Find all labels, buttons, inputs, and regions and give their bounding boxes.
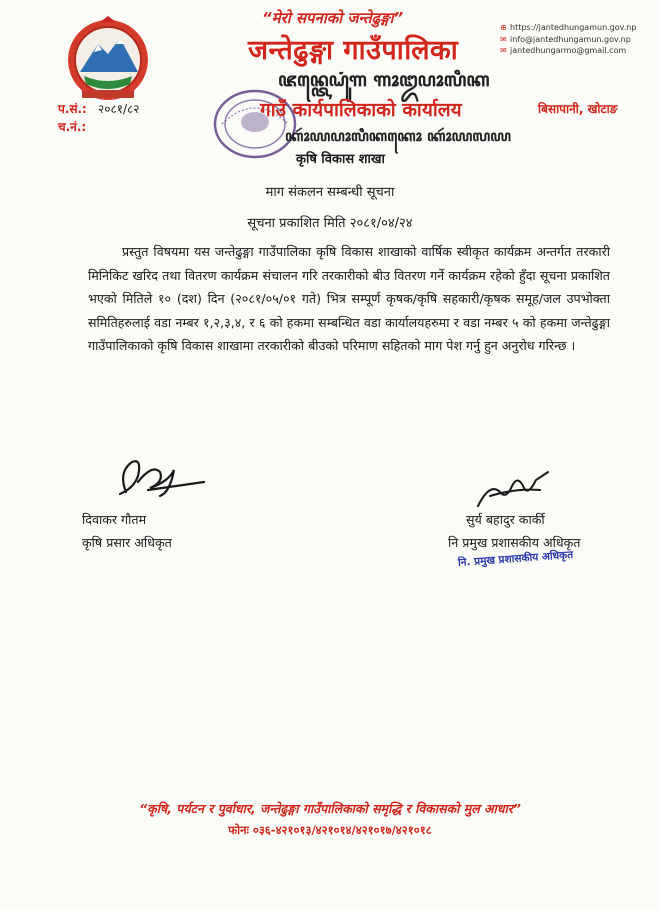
mail-icon: ✉	[500, 46, 507, 55]
signatory-right-name: सुर्य बहादुर कार्की	[466, 512, 545, 527]
contact-block	[500, 22, 636, 57]
office-name-script: ꦗꦤ꧀ꦠꦺꦝꦸꦁꦒ ꦒꦴꦈꦥꦴꦭꦶꦏ	[278, 69, 490, 91]
signatory-right	[448, 508, 580, 554]
signature-left	[108, 452, 208, 504]
email-text: jantedhungarmo@gmail.com	[510, 46, 627, 55]
designation-stamp: नि. प्रमुख प्रशासकीय अधिकृत	[457, 548, 574, 569]
ref-label: प.सं.:	[58, 102, 87, 116]
signatory-left-title: कृषि प्रसार अधिकृत	[82, 535, 172, 550]
signatory-left	[82, 508, 172, 554]
sub-office-name: गाउँ कार्यपालिकाको कार्यालय	[260, 99, 462, 121]
slogan: “मेरो सपनाको जन्तेढुङ्गा”	[262, 9, 404, 27]
address: बिसापानी, खोटाङ	[538, 102, 618, 116]
signatory-right-title: नि प्रमुख प्रशासकीय अधिकृत	[448, 535, 581, 550]
footer-phone: फोनः ०३६-४२१०१३/४२१०१४/४२१०१७/४२१०१८	[228, 823, 432, 837]
footer-motto: “कृषि, पर्यटन र पुर्वाधार, जन्तेढुङ्गा गाउँपालिकाको समृद्धि र विकासको मुल आधार”	[139, 801, 521, 816]
email-line[interactable]	[500, 45, 636, 57]
dispatch-label: च.नं.:	[58, 120, 87, 134]
email-line[interactable]	[500, 34, 636, 46]
sub-office-script: ꦏꦴꦂꦪꦥꦴꦭꦶꦏꦏꦺꦴ ꦏꦴꦂꦪꦭꦪ	[285, 127, 511, 145]
reference-block	[58, 100, 139, 136]
website-text: https://jantedhungamun.gov.np	[510, 23, 637, 32]
notice-title: माग संकलन सम्बन्धी सूचना	[265, 185, 395, 200]
email-text: info@jantedhungamun.gov.np	[510, 34, 631, 44]
notice-body: प्रस्तुत विषयमा यस जन्तेढुङ्गा गाउँपालिका कृषि विकास शाखाको वार्षिक स्वीकृत कार्यक्रम अन्तर्गत तरकारी मिनिकिट खरिद तथा वितरण कार्यक्रम संचालन गरि तरकारीको बीउ वितरण गर्ने कार्यक्रम रहेको हुँदा सूचना प्रकाशित भएको मितिले १० (दश) दिन (२०८१/०५/०१ गते) भित्र सम्पूर्ण कृषक/कृषि सहकारी/कृषक समूह/जल उपभोक्ता समितिहरुलाई वडा नम्बर १,२,३,४, र ६ को हकमा सम्बन्धित वडा कार्यालयहरुमा र वडा नम्बर ५ को हकमा जन्तेढुङ्गा गाउँपालिकाको कृषि विकास शाखामा तरकारीको बीउको परिमाण सहितको माग पेश गर्नु हुन अनुरोध गरिन्छ ।	[88, 244, 610, 354]
globe-icon: ⊕	[500, 23, 507, 32]
signatory-left-name: दिवाकर गौतम	[82, 512, 147, 527]
website-line[interactable]	[500, 22, 636, 34]
publish-date: सूचना प्रकाशित मिति २०८१/०४/२४	[247, 216, 413, 231]
nepal-emblem-icon	[64, 14, 152, 106]
mail-icon: ✉	[500, 34, 507, 44]
office-name: जन्तेढुङ्गा गाउँपालिका	[248, 35, 459, 66]
branch-name: कृषि विकास शाखा	[296, 152, 385, 167]
ref-value: २०८१/८२	[98, 102, 140, 116]
